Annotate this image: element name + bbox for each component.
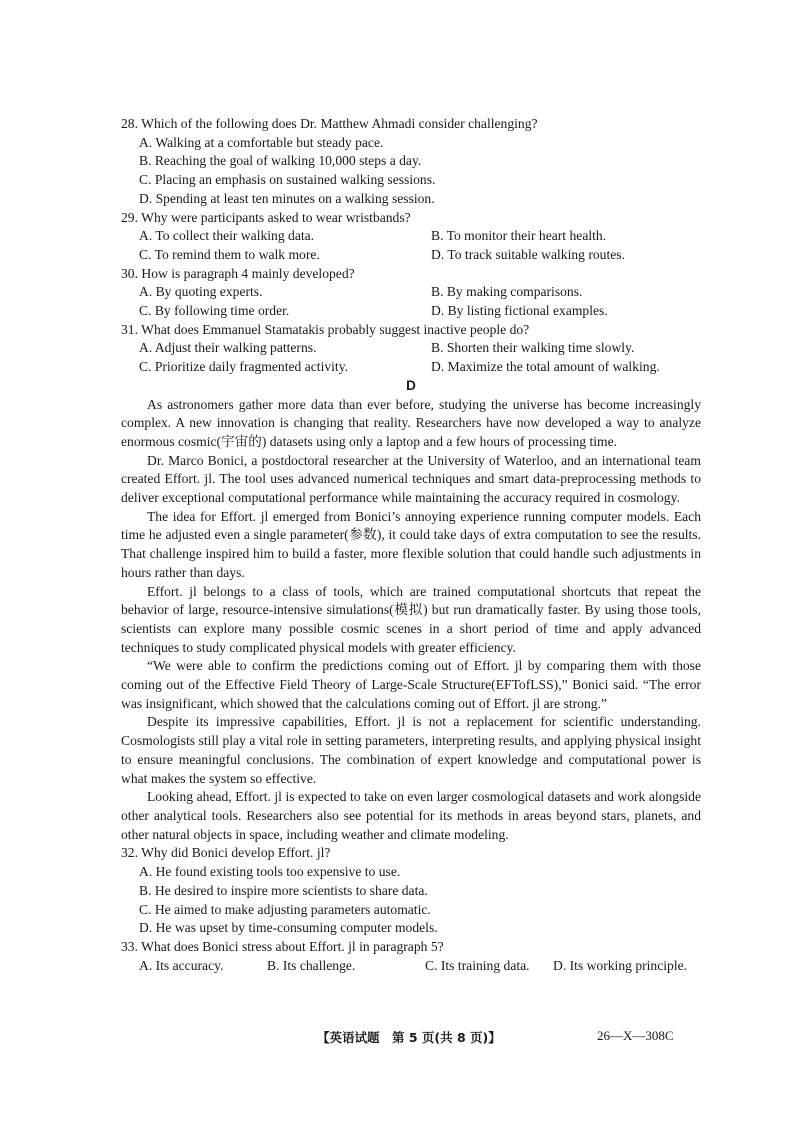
question-28 (121, 115, 701, 209)
passage-paragraph-6: Despite its impressive capabilities, Effort. jl is not a replacement for scientific understanding. Cosmologists still play a vital role in setting parameters, interpreting results, and applying physical insight to ensure meaningful conclusions. The combination of expert knowledge and computational power is what makes the system so effective. (121, 714, 701, 786)
options-grid (121, 227, 701, 264)
option-d: D. To track suitable walking routes. (431, 246, 625, 262)
passage-paragraph-2: Dr. Marco Bonici, a postdoctoral researcher at the University of Waterloo, and an international team created Effort. jl. The tool uses advanced numerical techniques and smart data-preprocessing methods to deliver exceptional computational performance while maintaining the accuracy required in cosmology. (121, 452, 701, 506)
options-grid (121, 283, 701, 320)
passage-paragraph-3: The idea for Effort. jl emerged from Bonici’s annoying experience running computer models. Each time he adjusted even a single parameter(参数), it could take days of extra computation to see the results. That challenge inspired him to build a faster, more flexible solution that could handle such adjustments in hours rather than days. (121, 508, 701, 580)
exam-page (121, 115, 701, 975)
question-stem: 28. Which of the following does Dr. Matthew Ahmadi consider challenging? (121, 116, 538, 131)
option-c: C. To remind them to walk more. (139, 246, 320, 262)
section-heading-d: D (406, 377, 416, 393)
option-b: B. He desired to inspire more scientists to share data. (139, 882, 428, 898)
option-d: D. Spending at least ten minutes on a walking session. (139, 190, 435, 206)
passage-paragraph-7: Looking ahead, Effort. jl is expected to take on even larger cosmological datasets and work alongside other analytical tools. Researchers also see potential for its methods in areas beyond stars, planets, and other natural objects in space, including weather and climate modeling. (121, 789, 701, 842)
option-d: D. He was upset by time-consuming computer models. (139, 920, 438, 936)
page-number-label: 【英语试题 第 5 页(共 8 页)】 (317, 1030, 501, 1045)
option-a: A. Walking at a comfortable but steady pace. (139, 134, 384, 150)
question-stem: 31. What does Emmanuel Stamatakis probably suggest inactive people do? (121, 321, 530, 337)
question-29 (121, 209, 701, 265)
option-d: D. By listing fictional examples. (431, 303, 608, 319)
option-b: B. Its challenge. (267, 957, 356, 973)
question-stem: 29. Why were participants asked to wear wristbands? (121, 209, 411, 225)
exam-code: 26—X—308C (597, 1028, 674, 1043)
option-c: C. Prioritize daily fragmented activity. (139, 359, 349, 375)
question-32 (121, 844, 701, 938)
passage-paragraph-4: Effort. jl belongs to a class of tools, which are trained computational shortcuts that repeat the behavior of large, resource-intensive simulations(模拟) but run dramatically faster. By using those tools, scientists can explore many possible cosmic scenes in a short period of time and apply advanced techniques to study complicated physical models with greater efficiency. (121, 583, 701, 655)
reading-passage-d (121, 396, 701, 845)
options-row (121, 957, 701, 976)
passage-paragraph-5: “We were able to confirm the predictions coming out of Effort. jl by comparing them with those coming out of the Effective Field Theory of Large-Scale Structure(EFTofLSS),” Bonici said. “The error was insignificant, which showed that the calculations coming out of Effort. jl are strong.” (121, 658, 701, 711)
option-a: A. He found existing tools too expensive to use. (139, 864, 401, 880)
option-a: A. Adjust their walking patterns. (139, 340, 317, 356)
question-stem: 33. What does Bonici stress about Effort. jl in paragraph 5? (121, 938, 444, 954)
option-d: D. Its working principle. (553, 957, 688, 973)
passage-paragraph-1: As astronomers gather more data than ever before, studying the universe has become increasingly complex. A new innovation is changing that reality. Researchers have now developed a way to analyze enormous cosmic(宇宙的) datasets using only a laptop and a few hours of processing time. (121, 396, 701, 449)
option-a: A. To collect their walking data. (139, 228, 315, 244)
option-a: A. By quoting experts. (139, 284, 263, 300)
option-b: B. To monitor their heart health. (431, 228, 607, 244)
option-c: C. Placing an emphasis on sustained walking sessions. (139, 172, 436, 188)
option-b: B. By making comparisons. (431, 284, 583, 300)
question-stem: 32. Why did Bonici develop Effort. jl? (121, 845, 331, 861)
option-c: C. He aimed to make adjusting parameters automatic. (139, 901, 431, 917)
question-stem: 30. How is paragraph 4 mainly developed? (121, 265, 355, 281)
option-d: D. Maximize the total amount of walking. (431, 359, 660, 375)
question-30 (121, 265, 701, 321)
option-b: B. Shorten their walking time slowly. (431, 340, 635, 356)
option-c: C. By following time order. (139, 303, 290, 319)
page-footer (0, 1028, 800, 1048)
option-a: A. Its accuracy. (139, 957, 224, 973)
question-33 (121, 938, 701, 975)
option-b: B. Reaching the goal of walking 10,000 steps a day. (139, 153, 422, 169)
options-grid (121, 339, 701, 376)
option-c: C. Its training data. (425, 957, 530, 973)
question-31 (121, 321, 701, 377)
